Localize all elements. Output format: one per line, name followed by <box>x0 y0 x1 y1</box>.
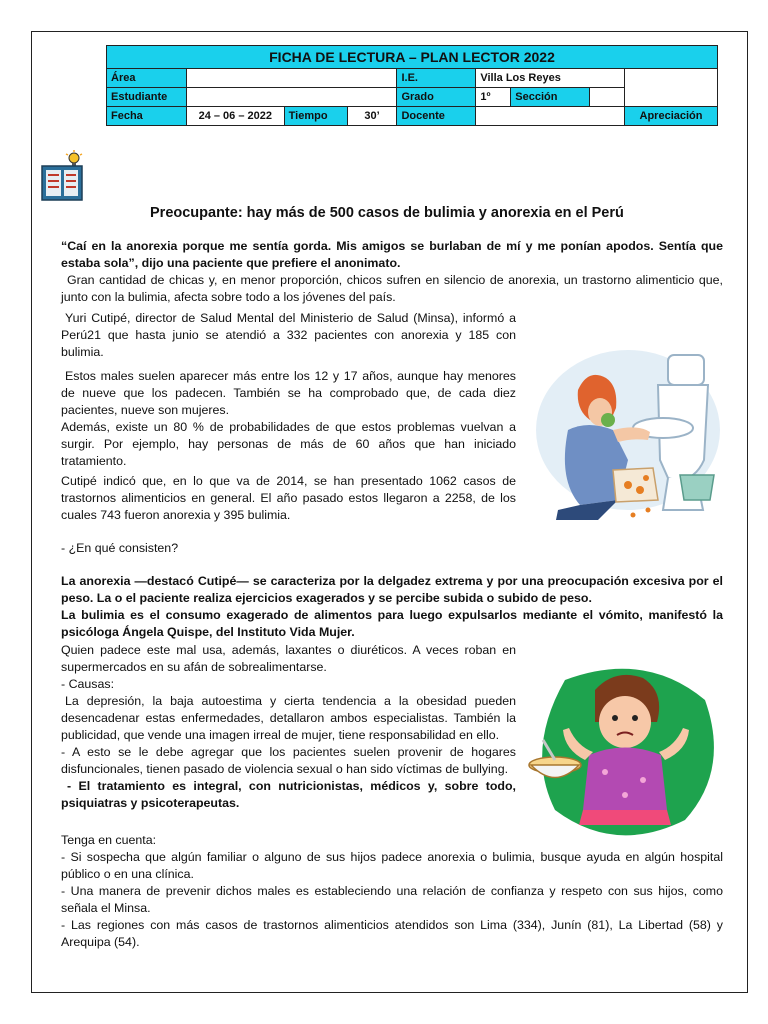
cases-paragraph: Cutipé indicó que, en lo que va de 2014, se han presentado 1062 casos de trastornos alimenticios en general. El año pasado estos llegaron a 2258, de los cuales 743 fueron anorexia y 395 bulimia. <box>61 474 516 522</box>
area-label: Área <box>107 69 187 88</box>
anorexia-definition: La anorexia —destacó Cutipé— se caracteriza por la delgadez extrema y por una preocupación excesiva por el peso. La o el paciente realiza ejercicios exagerados y se percibe subida o subido de peso. <box>61 574 723 605</box>
date-value: 24 – 06 – 2022 <box>186 107 284 126</box>
cutipe-paragraph: Yuri Cutipé, director de Salud Mental del Ministerio de Salud (Minsa), informó a Perú21 que hasta junio se atendió a 332 pacientes con anorexia y 185 con bulimia. <box>61 311 516 359</box>
article-stats <box>61 310 516 524</box>
sheet-title: FICHA DE LECTURA – PLAN LECTOR 2022 <box>107 46 718 69</box>
section-label: Sección <box>511 88 590 107</box>
worried-girl-illustration <box>525 660 725 845</box>
teacher-field[interactable] <box>476 107 625 126</box>
dysfunctional-homes-paragraph: - A esto se le debe agregar que los pacientes suelen provenir de hogares disfuncionales, tienen pasado de violencia sexual o han sido víctimas de bullying. <box>61 745 516 776</box>
depression-paragraph: La depresión, la baja autoestima y cierta tendencia a la obesidad pueden desencadenar estas enfermedades, detallaron ambos especialistas. También la publicidad, que vende una imagen irreal de mujer, tiene responsabilidad en ello. <box>61 694 516 742</box>
probability-paragraph: Además, existe un 80 % de probabilidades de que estos problemas vuelvan a surgir. Por ejemplo, hay personas de más de 60 años que han iniciado tratamiento. <box>61 420 516 468</box>
age-paragraph: Estos males suelen aparecer más entre los 12 y 17 años, aunque hay menores de nueve que los padecen. También se ha comprobado que, de cada diez pacientes, nueve son mujeres. <box>61 369 516 417</box>
time-value: 30’ <box>347 107 397 126</box>
causes-section <box>61 642 516 812</box>
question-heading: - ¿En qué consisten? <box>61 541 179 555</box>
grade-label: Grado <box>397 88 476 107</box>
appreciation-box[interactable] <box>625 69 718 107</box>
bulimia-definition: La bulimia es el consumo exagerado de alimentos para luego expulsarlos mediante el vómito, manifestó la psicóloga Ángela Quispe, del Instituto Vida Mujer. <box>61 608 723 639</box>
student-label: Estudiante <box>107 88 187 107</box>
grade-value: 1º <box>476 88 511 107</box>
appreciation-label: Apreciación <box>625 107 718 126</box>
article-title: Preocupante: hay más de 500 casos de bulimia y anorexia en el Perú <box>150 205 624 221</box>
teacher-label: Docente <box>397 107 476 126</box>
time-label: Tiempo <box>284 107 347 126</box>
notes-label: Tenga en cuenta: <box>61 833 157 847</box>
reading-lightbulb-icon <box>40 150 88 202</box>
bulimia-girl-illustration <box>518 350 720 525</box>
article-intro <box>61 238 723 306</box>
student-field[interactable] <box>186 88 397 107</box>
quote-paragraph: “Caí en la anorexia porque me sentía gorda. Mis amigos se burlaban de mí y me ponían apodos. Sentía que estaba sola”, dijo una paciente que prefiere el anonimato. <box>61 239 723 270</box>
laxatives-paragraph: Quien padece este mal usa, además, laxantes o diuréticos. A veces roban en supermercados en su afán de sobrealimentarse. <box>61 643 516 674</box>
note-regions: - Las regiones con más casos de trastornos alimenticios atendidos son Lima (334), Junín (81), La Libertad (58) y Arequipa (54). <box>61 918 723 949</box>
date-label: Fecha <box>107 107 187 126</box>
note-seek-help: - Si sospecha que algún familiar o alguno de sus hijos padece anorexia o bulimia, busque ayuda en algún hospital público o en una clínica. <box>61 850 723 881</box>
causes-label: - Causas: <box>61 677 115 691</box>
area-field[interactable] <box>186 69 397 88</box>
reading-sheet-header <box>106 45 718 126</box>
ie-value: Villa Los Reyes <box>476 69 625 88</box>
notes-section <box>61 832 723 951</box>
section-field[interactable] <box>590 88 625 107</box>
ie-label: I.E. <box>397 69 476 88</box>
intro-paragraph: Gran cantidad de chicas y, en menor proporción, chicos sufren en silencio de anorexia, un trastorno alimenticio que, junto con la bulimia, afecta sobre todo a los jóvenes del país. <box>61 273 723 304</box>
definition-section <box>61 573 723 641</box>
note-prevention: - Una manera de prevenir dichos males es estableciendo una relación de confianza y respeto con sus hijos, como señala el Minsa. <box>61 884 723 915</box>
treatment-paragraph: - El tratamiento es integral, con nutricionistas, médicos y, sobre todo, psiquiatras y psicoterapeutas. <box>61 779 516 810</box>
